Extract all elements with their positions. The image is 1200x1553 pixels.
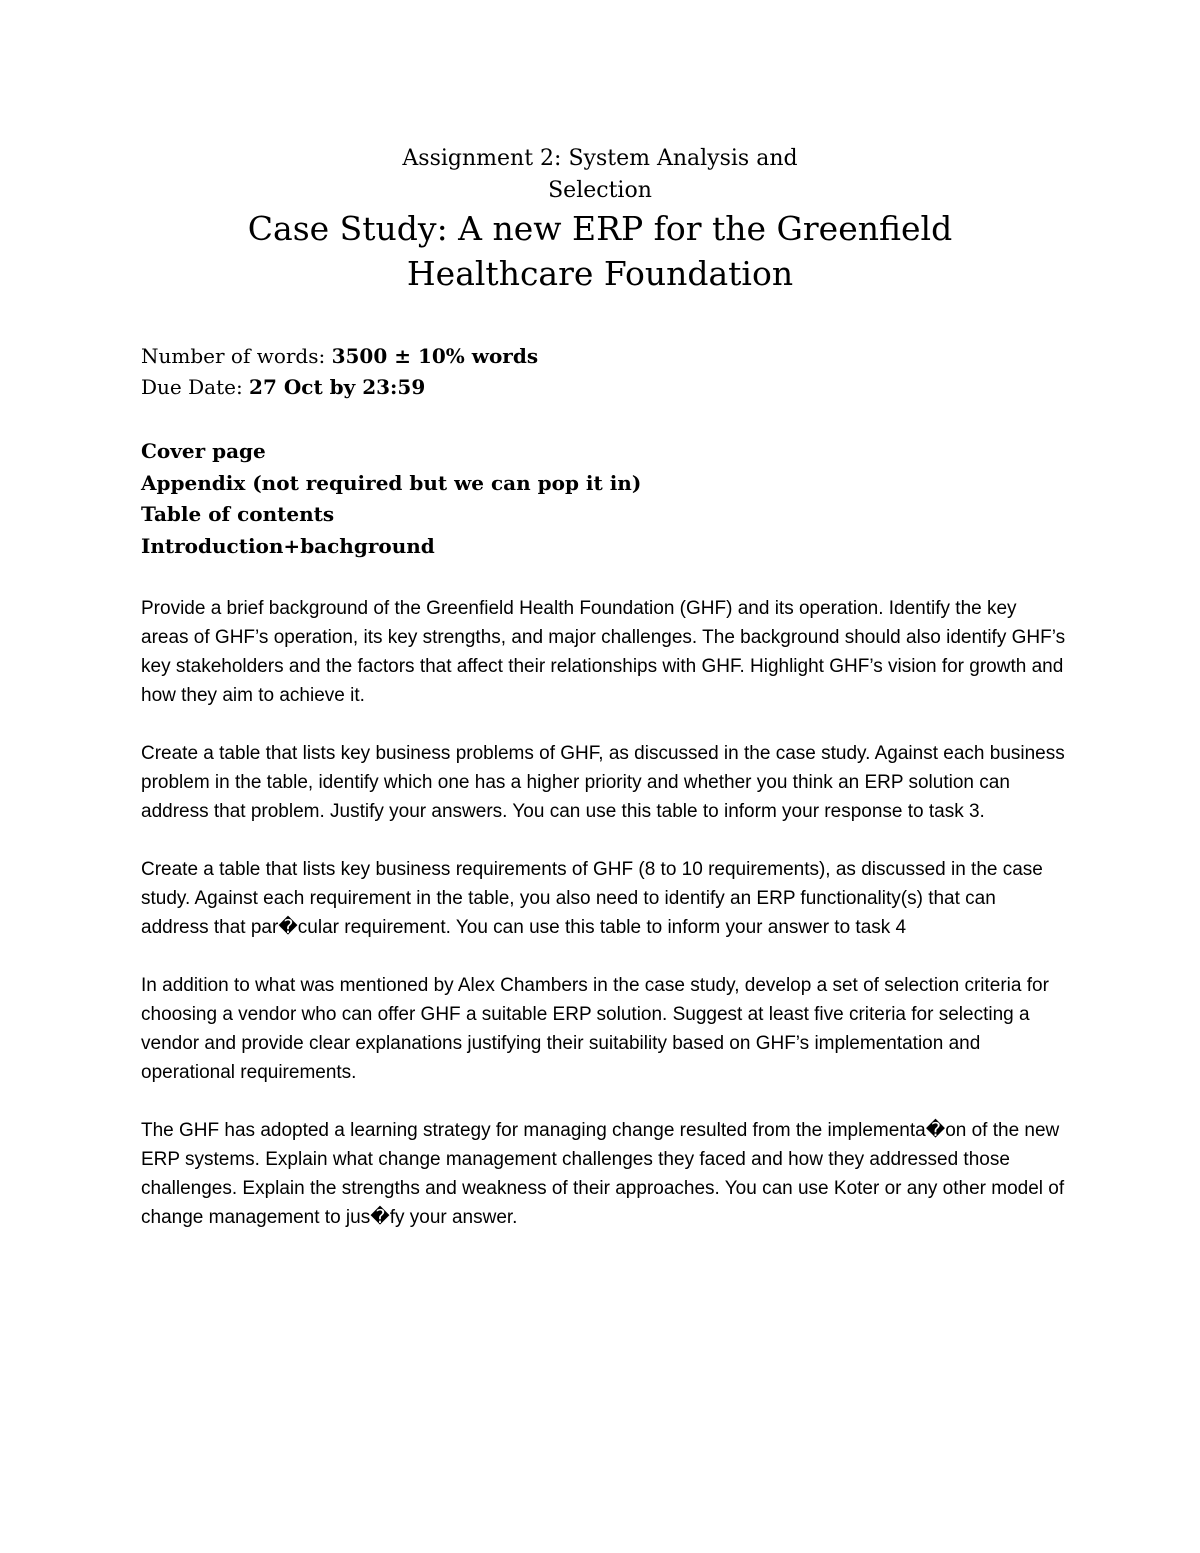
paragraph-business-requirements: Create a table that lists key business requirements of GHF (8 to 10 requirements), as discussed in the case study. Against each requirement in the table, you also need to identify an ERP functionality(s) that can address that par�cular requirement. You can use this table to inform your answer to task 4 xyxy=(141,859,1043,938)
section-list xyxy=(141,436,641,562)
case-title-line-2: Healthcare Foundation xyxy=(406,254,794,293)
task-descriptions xyxy=(141,594,1066,1261)
paragraph-vendor-criteria: In addition to what was mentioned by Alex Chambers in the case study, develop a set of selection criteria for choosing a vendor who can offer GHF a suitable ERP solution. Suggest at least five criteria for selecting a vendor and provide clear explanations justifying their suitability based on GHF’s implementation and operational requirements. xyxy=(141,975,1049,1083)
section-cover-page: Cover page xyxy=(141,439,266,463)
paragraph-change-management: The GHF has adopted a learning strategy for managing change resulted from the implementa�on of the new ERP systems. Explain what change management challenges they faced and how they addressed those challenges. Explain the strengths and weakness of their approaches. You can use Koter or any other model of change management to jus�fy your answer. xyxy=(141,1120,1065,1228)
due-date-line xyxy=(141,372,538,403)
assignment-meta xyxy=(141,341,538,403)
case-study-title xyxy=(200,206,1000,296)
word-count-line xyxy=(141,341,538,372)
assignment-title-line-2: Selection xyxy=(548,178,652,203)
section-introduction: Introduction+bachground xyxy=(141,533,435,558)
assignment-title-line-1: Assignment 2: System Analysis and xyxy=(402,146,798,171)
paragraph-background: Provide a brief background of the Greenfield Health Foundation (GHF) and its operation. Identify the key areas of GHF’s operation, its key strengths, and major challenges. The background should also identify GHF’s key stakeholders and the factors that affect their relationships with GHF. Highlight GHF’s vision for growth and how they aim to achieve it. xyxy=(141,598,1066,706)
due-date-value: 27 Oct by 23:59 xyxy=(249,375,426,399)
section-appendix: Appendix (not required but we can pop it in) xyxy=(141,470,642,495)
assignment-title xyxy=(300,143,900,207)
case-title-line-1: Case Study: A new ERP for the Greenfield xyxy=(247,209,953,248)
word-count-value: 3500 ± 10% words xyxy=(331,344,539,368)
section-table-of-contents: Table of contents xyxy=(141,502,335,526)
paragraph-business-problems: Create a table that lists key business problems of GHF, as discussed in the case study. Against each business problem in the table, identify which one has a higher priority and whether you think an ERP solution can address that problem. Justify your answers. You can use this table to inform your response to task 3. xyxy=(141,743,1065,822)
word-count-label: Number of words: xyxy=(141,344,326,368)
due-date-label: Due Date: xyxy=(141,375,243,399)
